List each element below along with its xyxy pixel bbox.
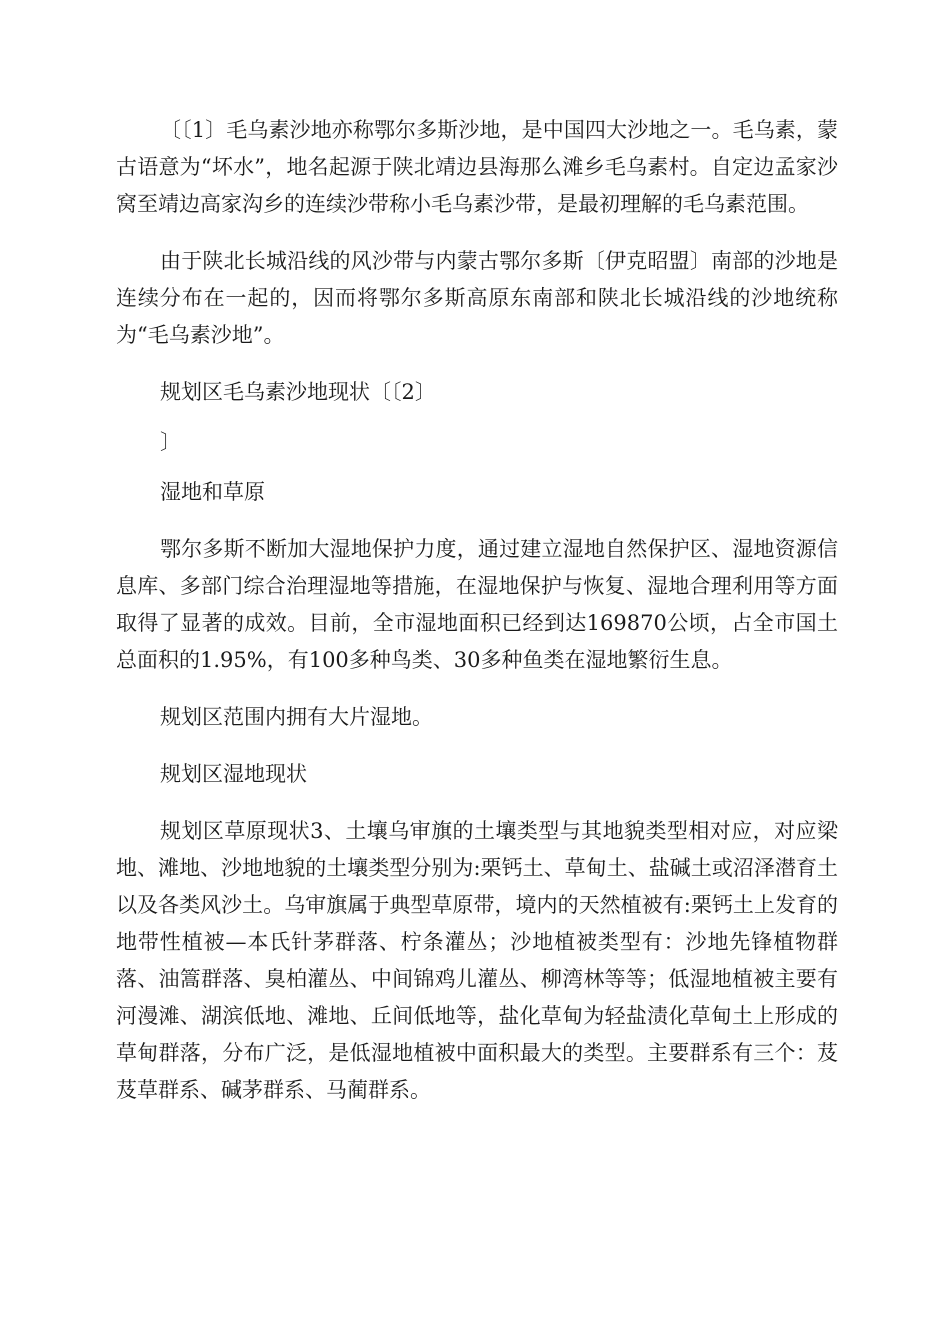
document-body [116,112,838,1129]
paragraph-wetland-in-area: 规划区范围内拥有大片湿地。 [160,705,433,729]
paragraph-grassland-soil: 规划区草原现状3、土壤乌审旗的土壤类型与其地貌类型相对应，对应梁地、滩地、沙地地貌的土壤类型分别为:栗钙土、草甸土、盐碱土或沼泽潜育土以及各类风沙土。乌审旗属于典型草原带，境内的天然植被有:栗钙土上发育的地带性植被—本氏针茅群落、柠条灌丛；沙地植被类型有：沙地先锋植物群落、油篙群落、臭柏灌丛、中间锦鸡儿灌丛、柳湾林等等；低湿地植被主要有河漫滩、湖滨低地、滩地、丘间低地等，盐化草甸为轻盐渍化草甸土上形成的草甸群落，分布广泛，是低湿地植被中面积最大的类型。主要群系有三个：芨芨草群系、碱茅群系、马蔺群系。 [116,819,838,1102]
paragraph-mu-us-extent: 由于陕北长城沿线的风沙带与内蒙古鄂尔多斯〔伊克昭盟〕南部的沙地是连续分布在一起的，因而将鄂尔多斯高原东南部和陕北长城沿线的沙地统称为“毛乌素沙地”。 [116,249,838,347]
paragraph-sandland-status-heading: 规划区毛乌素沙地现状〔〔2〕 [160,380,436,404]
paragraph-wetland-grassland-heading: 湿地和草原 [160,480,265,504]
paragraph-closing-bracket: 〕 [160,430,181,454]
paragraph-wetland-protection: 鄂尔多斯不断加大湿地保护力度，通过建立湿地自然保护区、湿地资源信息库、多部门综合治理湿地等措施，在湿地保护与恢复、湿地合理利用等方面取得了显著的成效。目前，全市湿地面积已经到达169870公顷，占全市国土总面积的1.95%，有100多种鸟类、30多种鱼类在湿地繁衍生息。 [116,537,838,672]
paragraph-wetland-status: 规划区湿地现状 [160,762,307,786]
paragraph-mu-us-definition: 〔〔1〕毛乌素沙地亦称鄂尔多斯沙地，是中国四大沙地之一。毛乌素，蒙古语意为“坏水”，地名起源于陕北靖边县海那么滩乡毛乌素村。自定边孟家沙窝至靖边高家沟乡的连续沙带称小毛乌素沙带，是最初理解的毛乌素范围。 [116,118,838,216]
